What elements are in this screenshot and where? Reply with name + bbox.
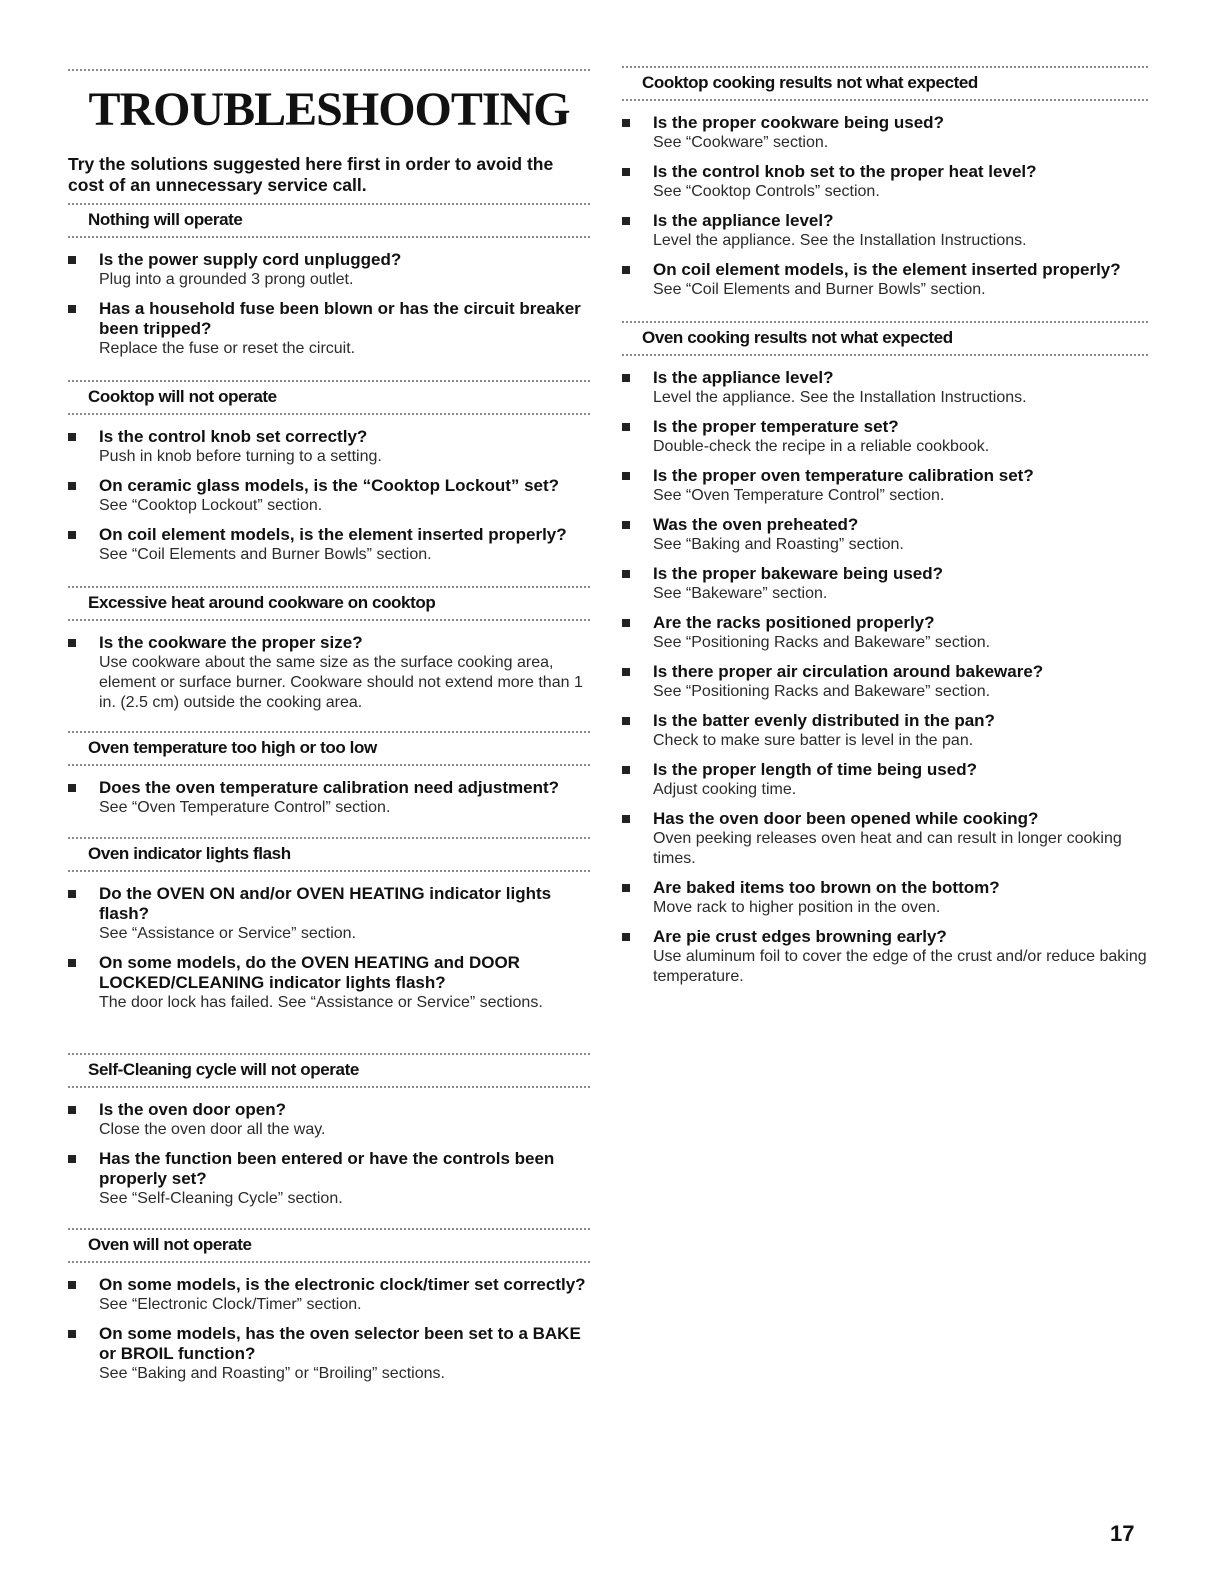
square-bullet-icon xyxy=(622,570,630,578)
answer-text: Use cookware about the same size as the surface cooking area, element or surface burner. Cookware should not extend more than 1 in. (2.5 cm) outside the cooking area. xyxy=(99,654,583,711)
question-text: Is the cookware the proper size? xyxy=(99,633,363,652)
troubleshooting-section xyxy=(68,731,590,827)
section-items xyxy=(68,633,590,713)
list-item xyxy=(68,1275,590,1315)
answer-text: Move rack to higher position in the oven. xyxy=(653,899,941,916)
section-heading: Oven will not operate xyxy=(68,1228,590,1263)
list-item xyxy=(622,368,1148,408)
page-number: 17 xyxy=(1110,1521,1135,1546)
section-heading: Nothing will operate xyxy=(68,203,590,238)
question-text: Has the function been entered or have the controls been properly set? xyxy=(99,1149,555,1188)
list-item xyxy=(622,260,1148,300)
square-bullet-icon xyxy=(622,423,630,431)
list-item xyxy=(622,211,1148,251)
section-items xyxy=(622,113,1148,300)
section-heading: Cooktop will not operate xyxy=(68,380,590,415)
section-items xyxy=(68,1100,590,1209)
question-text: On some models, do the OVEN HEATING and DOOR LOCKED/CLEANING indicator lights flash? xyxy=(99,953,520,992)
list-item xyxy=(68,953,590,1013)
question-text: Is the proper cookware being used? xyxy=(653,113,944,132)
square-bullet-icon xyxy=(622,766,630,774)
square-bullet-icon xyxy=(622,884,630,892)
answer-text: Level the appliance. See the Installation Instructions. xyxy=(653,389,1027,406)
question-text: On some models, is the electronic clock/timer set correctly? xyxy=(99,1275,586,1294)
answer-text: See “Assistance or Service” section. xyxy=(99,925,356,942)
square-bullet-icon xyxy=(622,374,630,382)
answer-text: Double-check the recipe in a reliable cookbook. xyxy=(653,438,990,455)
answer-text: See “Coil Elements and Burner Bowls” section. xyxy=(99,546,432,563)
intro-text: Try the solutions suggested here first in order to avoid the cost of an unnecessary service call. xyxy=(68,154,554,195)
answer-text: See “Positioning Racks and Bakeware” section. xyxy=(653,683,991,700)
question-text: On some models, has the oven selector been set to a BAKE or BROIL function? xyxy=(99,1324,581,1363)
question-text: Are pie crust edges browning early? xyxy=(653,927,947,946)
square-bullet-icon xyxy=(68,959,76,967)
troubleshooting-section xyxy=(68,837,590,1022)
question-text: Is the control knob set to the proper heat level? xyxy=(653,162,1037,181)
answer-text: Check to make sure batter is level in the pan. xyxy=(653,732,974,749)
section-items xyxy=(68,427,590,565)
question-text: On coil element models, is the element inserted properly? xyxy=(99,525,567,544)
list-item xyxy=(622,417,1148,457)
question-text: Is the proper temperature set? xyxy=(653,417,899,436)
section-heading: Cooktop cooking results not what expected xyxy=(622,66,1148,101)
answer-text: Oven peeking releases oven heat and can result in longer cooking times. xyxy=(653,830,1122,867)
list-item xyxy=(622,466,1148,506)
question-text: Do the OVEN ON and/or OVEN HEATING indicator lights flash? xyxy=(99,884,552,923)
answer-text: Plug into a grounded 3 prong outlet. xyxy=(99,271,354,288)
question-text: Is the appliance level? xyxy=(653,211,834,230)
list-item xyxy=(68,250,590,290)
answer-text: Adjust cooking time. xyxy=(653,781,797,798)
answer-text: See “Bakeware” section. xyxy=(653,585,828,602)
list-item xyxy=(68,633,590,713)
answer-text: Use aluminum foil to cover the edge of the crust and/or reduce baking temperature. xyxy=(653,948,1147,985)
square-bullet-icon xyxy=(68,482,76,490)
question-text: Is the control knob set correctly? xyxy=(99,427,368,446)
square-bullet-icon xyxy=(622,266,630,274)
answer-text: Level the appliance. See the Installation Instructions. xyxy=(653,232,1027,249)
list-item xyxy=(622,113,1148,153)
list-item xyxy=(622,760,1148,800)
square-bullet-icon xyxy=(622,472,630,480)
section-items xyxy=(68,250,590,359)
list-item xyxy=(68,884,590,944)
section-items xyxy=(68,778,590,818)
troubleshooting-section xyxy=(68,203,590,368)
section-heading: Excessive heat around cookware on cooktop xyxy=(68,586,590,621)
square-bullet-icon xyxy=(68,1106,76,1114)
question-text: On coil element models, is the element inserted properly? xyxy=(653,260,1121,279)
answer-text: See “Oven Temperature Control” section. xyxy=(99,799,391,816)
square-bullet-icon xyxy=(68,639,76,647)
question-text: Are the racks positioned properly? xyxy=(653,613,935,632)
list-item xyxy=(68,299,590,359)
top-rule-left xyxy=(68,69,590,71)
square-bullet-icon xyxy=(622,168,630,176)
section-heading: Oven indicator lights flash xyxy=(68,837,590,872)
troubleshooting-section xyxy=(68,586,590,722)
answer-text: Replace the fuse or reset the circuit. xyxy=(99,340,356,357)
square-bullet-icon xyxy=(68,531,76,539)
question-text: Is there proper air circulation around bakeware? xyxy=(653,662,1044,681)
troubleshooting-section xyxy=(622,66,1148,309)
question-text: Does the oven temperature calibration need adjustment? xyxy=(99,778,560,797)
square-bullet-icon xyxy=(622,815,630,823)
list-item xyxy=(622,809,1148,869)
section-items xyxy=(68,1275,590,1384)
troubleshooting-section xyxy=(68,1228,590,1393)
answer-text: See “Cooktop Lockout” section. xyxy=(99,497,323,514)
list-item xyxy=(68,427,590,467)
answer-text: Close the oven door all the way. xyxy=(99,1121,326,1138)
question-text: Is the power supply cord unplugged? xyxy=(99,250,402,269)
list-item xyxy=(68,1149,590,1209)
list-item xyxy=(622,564,1148,604)
question-text: Are baked items too brown on the bottom? xyxy=(653,878,1000,897)
square-bullet-icon xyxy=(622,521,630,529)
troubleshooting-section xyxy=(68,380,590,574)
list-item xyxy=(622,613,1148,653)
answer-text: See “Baking and Roasting” or “Broiling” sections. xyxy=(99,1365,445,1382)
list-item xyxy=(68,778,590,818)
troubleshooting-section xyxy=(68,1053,590,1218)
square-bullet-icon xyxy=(68,1281,76,1289)
square-bullet-icon xyxy=(68,256,76,264)
square-bullet-icon xyxy=(622,717,630,725)
answer-text: See “Cookware” section. xyxy=(653,134,829,151)
section-heading: Oven temperature too high or too low xyxy=(68,731,590,766)
answer-text: See “Coil Elements and Burner Bowls” section. xyxy=(653,281,986,298)
answer-text: See “Oven Temperature Control” section. xyxy=(653,487,945,504)
question-text: Is the batter evenly distributed in the pan? xyxy=(653,711,995,730)
list-item xyxy=(622,878,1148,918)
question-text: Is the proper oven temperature calibration set? xyxy=(653,466,1034,485)
list-item xyxy=(68,525,590,565)
square-bullet-icon xyxy=(68,1155,76,1163)
answer-text: See “Positioning Racks and Bakeware” section. xyxy=(653,634,991,651)
question-text: Was the oven preheated? xyxy=(653,515,859,534)
answer-text: See “Self-Cleaning Cycle” section. xyxy=(99,1190,343,1207)
answer-text: See “Baking and Roasting” section. xyxy=(653,536,904,553)
question-text: Has a household fuse been blown or has the circuit breaker been tripped? xyxy=(99,299,581,338)
question-text: On ceramic glass models, is the “Cooktop Lockout” set? xyxy=(99,476,560,495)
question-text: Is the oven door open? xyxy=(99,1100,287,1119)
answer-text: See “Cooktop Controls” section. xyxy=(653,183,880,200)
list-item xyxy=(622,162,1148,202)
question-text: Is the proper bakeware being used? xyxy=(653,564,944,583)
question-text: Is the proper length of time being used? xyxy=(653,760,977,779)
page-title: TROUBLESHOOTING xyxy=(88,83,570,136)
list-item xyxy=(68,1100,590,1140)
square-bullet-icon xyxy=(622,119,630,127)
square-bullet-icon xyxy=(622,217,630,225)
troubleshooting-section xyxy=(622,321,1148,996)
square-bullet-icon xyxy=(622,933,630,941)
square-bullet-icon xyxy=(622,619,630,627)
answer-text: The door lock has failed. See “Assistance or Service” sections. xyxy=(99,994,543,1011)
list-item xyxy=(622,515,1148,555)
square-bullet-icon xyxy=(68,433,76,441)
section-items xyxy=(622,368,1148,987)
list-item xyxy=(622,927,1148,987)
question-text: Is the appliance level? xyxy=(653,368,834,387)
square-bullet-icon xyxy=(68,890,76,898)
answer-text: Push in knob before turning to a setting. xyxy=(99,448,382,465)
section-items xyxy=(68,884,590,1013)
list-item xyxy=(68,1324,590,1384)
list-item xyxy=(68,476,590,516)
answer-text: See “Electronic Clock/Timer” section. xyxy=(99,1296,362,1313)
square-bullet-icon xyxy=(622,668,630,676)
list-item xyxy=(622,662,1148,702)
square-bullet-icon xyxy=(68,784,76,792)
section-heading: Oven cooking results not what expected xyxy=(622,321,1148,356)
square-bullet-icon xyxy=(68,305,76,313)
section-heading: Self-Cleaning cycle will not operate xyxy=(68,1053,590,1088)
question-text: Has the oven door been opened while cooking? xyxy=(653,809,1039,828)
list-item xyxy=(622,711,1148,751)
square-bullet-icon xyxy=(68,1330,76,1338)
